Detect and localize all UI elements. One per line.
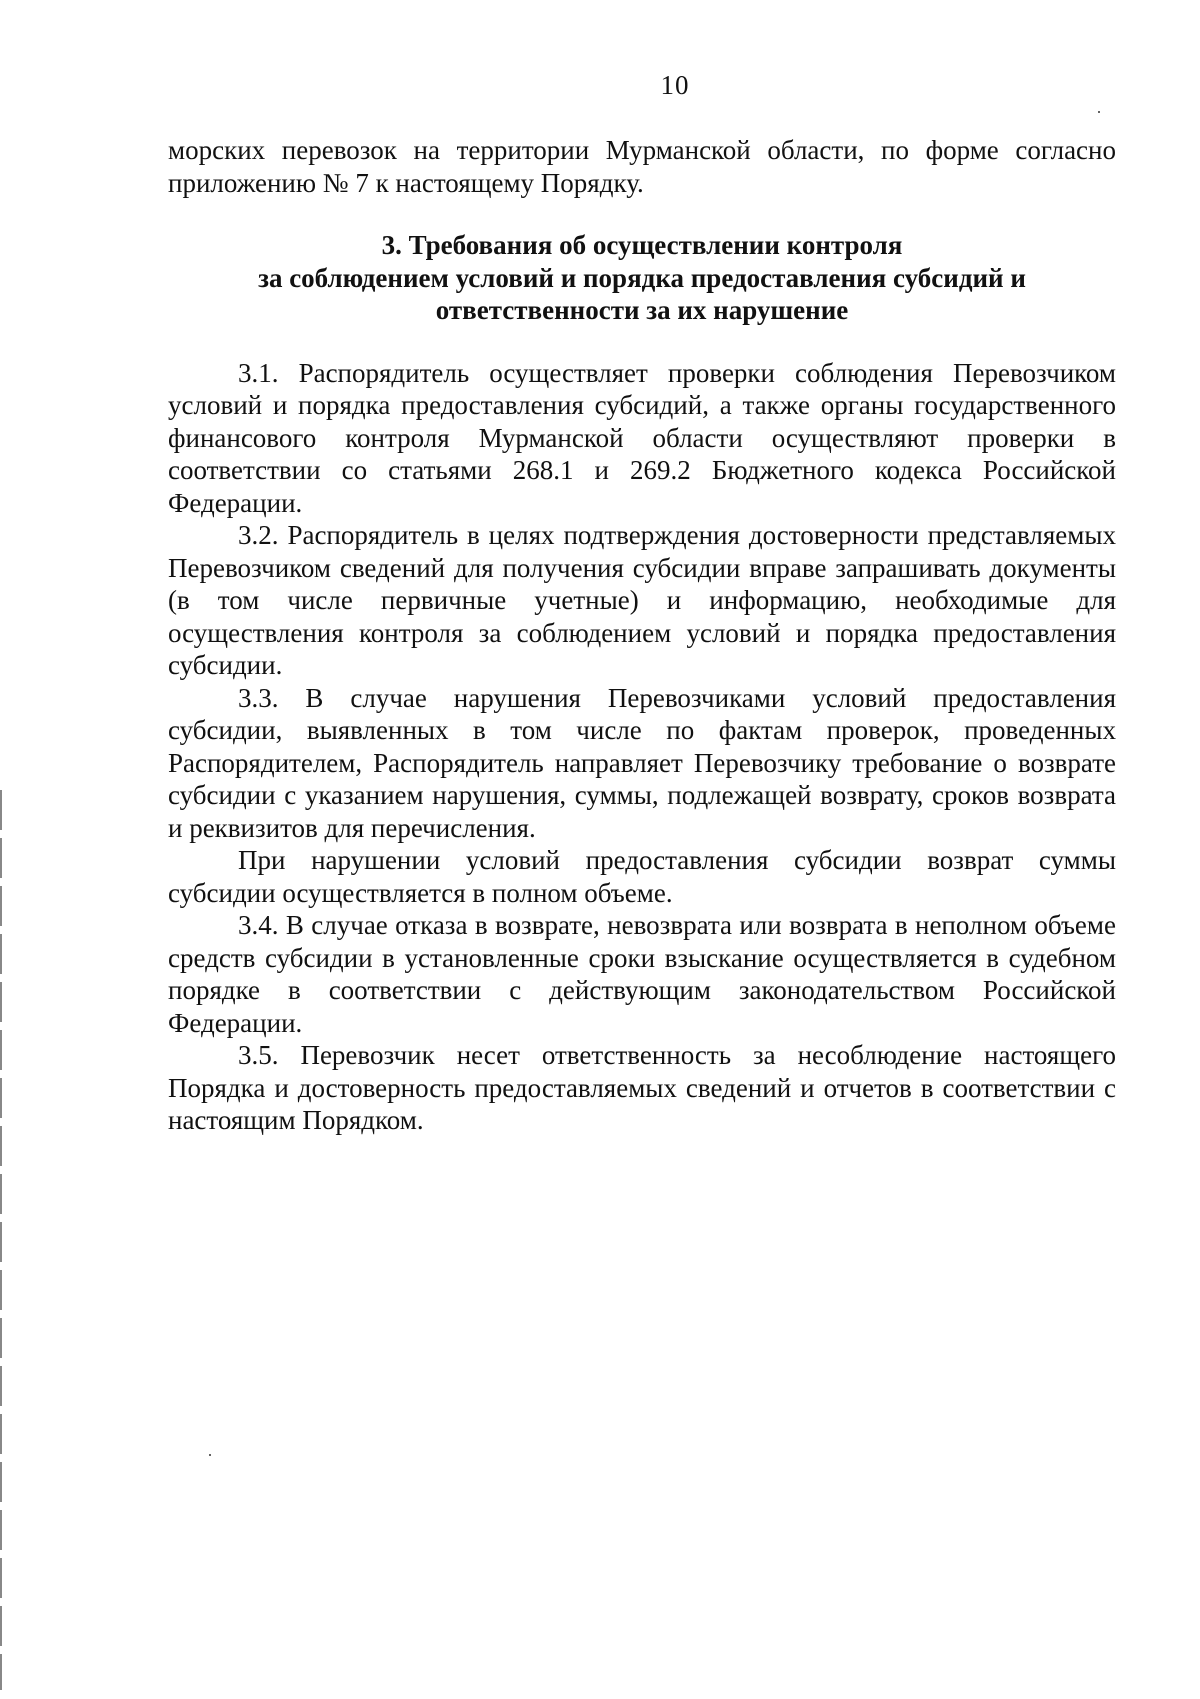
- paragraph-3-4: 3.4. В случае отказа в возврате, невозврата или возврата в неполном объеме средств субсидии в установленные сроки взыскание осуществляется в судебном порядке в соответствии с действующим законодательством Российской Федерации.: [168, 910, 1116, 1038]
- scan-speck: [1098, 111, 1100, 113]
- document-body: [168, 134, 1116, 1137]
- section-heading-line: ответственности за их нарушение: [435, 295, 849, 325]
- section-heading-line: 3. Требования об осуществлении контроля: [381, 230, 903, 260]
- paragraph-3-2: 3.2. Распорядитель в целях подтверждения достоверности представляемых Перевозчиком сведений для получения субсидии вправе запрашивать документы (в том числе первичные учетные) и информацию, необходимые для осуществления контроля за соблюдением условий и порядка предоставления субсидии.: [168, 520, 1116, 680]
- paragraph-3-3-note: При нарушении условий предоставления субсидии возврат суммы субсидии осуществляется в полном объеме.: [168, 845, 1116, 908]
- scan-speck: [209, 1454, 211, 1456]
- paragraph-3-5: 3.5. Перевозчик несет ответственность за несоблюдение настоящего Порядка и достоверность предоставляемых сведений и отчетов в соответствии с настоящим Порядком.: [168, 1040, 1116, 1135]
- scan-edge-mark: [0, 790, 2, 1690]
- section-heading-line: за соблюдением условий и порядка предоставления субсидий и: [258, 262, 1026, 293]
- paragraph-3-3: 3.3. В случае нарушения Перевозчиками условий предоставления субсидии, выявленных в том числе по фактам проверок, проведенных Распорядителем, Распорядитель направляет Перевозчику требование о возврате субсидии с указанием нарушения, суммы, подлежащей возврату, сроков возврата и реквизитов для перечисления.: [168, 682, 1116, 843]
- intro-paragraph: морских перевозок на территории Мурманской области, по форме согласно приложению № 7 к настоящему Порядку.: [168, 135, 1116, 198]
- paragraph-3-1: 3.1. Распорядитель осуществляет проверки соблюдения Перевозчиком условий и порядка предоставления субсидий, а также органы государственного финансового контроля Мурманской области осуществляют проверки в соответствии со статьями 268.1 и 269.2 Бюджетного кодекса Российской Федерации.: [168, 357, 1116, 518]
- section-heading: [168, 229, 1116, 327]
- page-number: 10: [660, 70, 690, 100]
